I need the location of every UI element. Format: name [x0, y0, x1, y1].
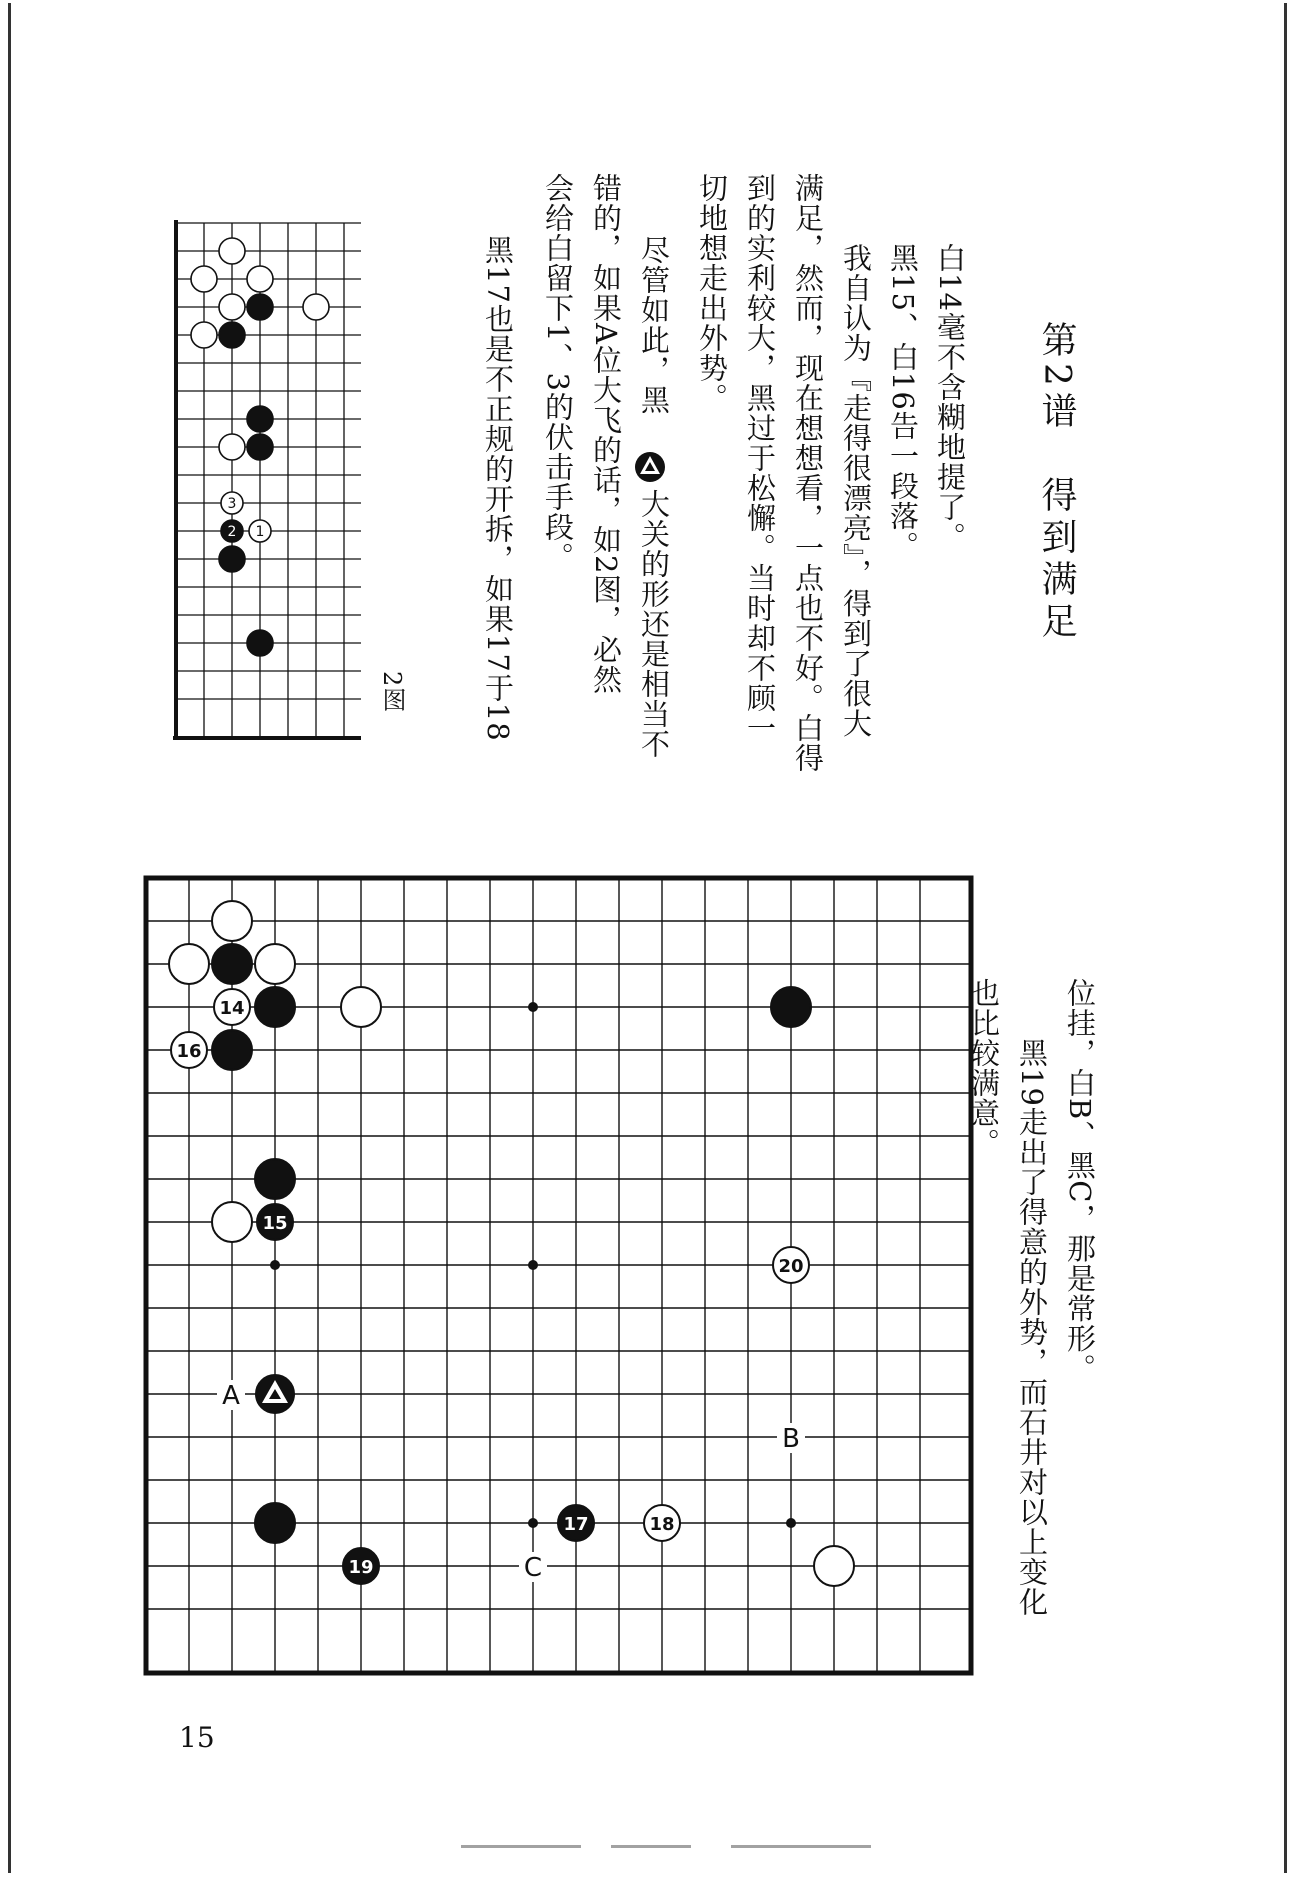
text-column-11: 位挂，白B、黑C，那是常形。	[1063, 978, 1097, 1384]
text-column-8: 错的，如果A位大飞的话，如2图，必然	[589, 173, 623, 695]
move-19-label: 19	[348, 1557, 374, 1578]
text-column-7a: 尽管如此，黑	[637, 235, 671, 415]
book-page	[8, 3, 1287, 1873]
text-column-3: 我自认为『走得很漂亮』，得到了很大	[839, 243, 873, 739]
point-b-label: B	[782, 1424, 800, 1454]
small-go-diagram	[161, 208, 421, 748]
page-number: 15	[179, 1721, 215, 1754]
chapter-title: 第2谱 得到满足	[1036, 321, 1077, 644]
text-column-13: 也比较满意。	[967, 978, 1001, 1158]
scan-artifact	[461, 1845, 581, 1848]
main-go-diagram	[131, 863, 991, 1693]
point-c-label: C	[523, 1553, 543, 1583]
text-column-6: 切地想走出外势。	[695, 173, 729, 413]
point-a-label: A	[222, 1381, 240, 1411]
text-column-7b: 大关的形还是相当不	[637, 489, 671, 759]
move-3-label: 3	[227, 496, 237, 512]
text-column-2: 黑15、白16告一段落。	[886, 243, 920, 561]
text-column-12: 黑19走出了得意的外势，而石井对以上变化	[1015, 1038, 1049, 1617]
move-15-label: 15	[262, 1213, 288, 1234]
move-14-label: 14	[219, 998, 245, 1019]
text-column-5: 到的实利较大，黑过于松懈。当时却不顾一	[743, 173, 777, 743]
text-column-4: 满足，然而，现在想想看，一点也不好。白得	[791, 173, 825, 773]
scan-artifact	[731, 1845, 871, 1848]
move-2-label: 2	[227, 524, 237, 540]
black-triangle-stone-icon	[630, 447, 670, 487]
text-column-1: 白14毫不含糊地提了。	[933, 243, 967, 552]
move-17-label: 17	[563, 1514, 589, 1535]
scan-artifact	[611, 1845, 691, 1848]
move-1-label: 1	[255, 524, 265, 540]
text-column-9: 会给白留下1、3的伏击手段。	[541, 173, 575, 572]
move-20-label: 20	[778, 1256, 804, 1277]
move-16-label: 16	[176, 1041, 202, 1062]
text-column-10: 黑17也是不正规的开拆，如果17于18	[481, 235, 515, 742]
move-18-label: 18	[649, 1514, 675, 1535]
small-diagram-caption: 2图	[378, 671, 406, 713]
